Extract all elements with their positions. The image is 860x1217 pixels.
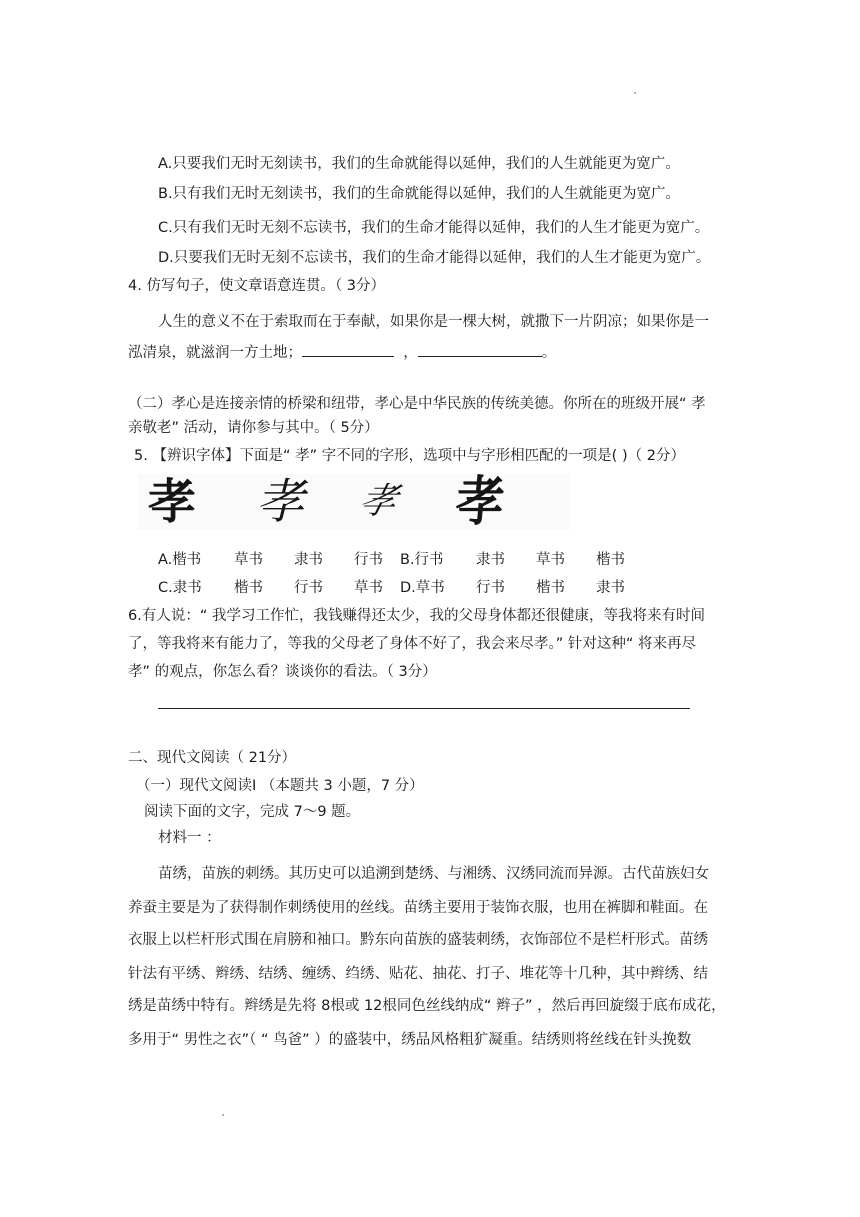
part2-heading: 二、现代文阅读（ 21分） <box>128 750 297 766</box>
glyph-1: 孝 <box>148 474 197 530</box>
material-label: 材料一 ： <box>158 830 221 846</box>
q5-option-b: B.行书 <box>400 552 444 568</box>
glyph-2: 孝 <box>256 474 305 530</box>
q5-cell: 草书 <box>536 552 565 568</box>
material-paragraph-line: 绣是苗绣中特有。辫绣是先将 8根或 12根同色丝线纳成“ 辫子” ，然后再回旋缀于底布成花， <box>128 998 726 1014</box>
scan-speck <box>222 1114 224 1116</box>
q5-cell: 草书 <box>354 580 383 596</box>
q5-cell: 楷书 <box>536 580 565 596</box>
q4-separator: ， <box>403 345 418 361</box>
q6-line2: 了，等我将来有能力了，等我的父母老了身体不好了，我会来尽孝。” 针对这种“ 将来再尽 <box>128 636 696 652</box>
q5-option-d: D.草书 <box>400 580 445 596</box>
part2-instruction: 阅读下面的文字，完成 7～9 题。 <box>144 804 361 820</box>
material-paragraph-line: 多用于“ 男性之衣”（ “ 鸟爸” ）的盛装中，绣品风格粗犷凝重。结绣则将丝线在针头挽数 <box>128 1032 692 1048</box>
q5-cell: 行书 <box>354 552 383 568</box>
q3-option-a: A.只要我们无时无刻读书，我们的生命就能得以延伸，我们的人生就能更为宽广。 <box>158 156 680 172</box>
glyph-3: 孝 <box>355 481 402 522</box>
q5-cell: 楷书 <box>596 552 625 568</box>
q4-prompt-line1: 人生的意义不在于索取而在于奉献，如果你是一棵大树，就撒下一片阴凉；如果你是一 <box>158 314 709 330</box>
q5-option-a: A.楷书 <box>158 552 202 568</box>
q3-option-d: D.只要我们无时无刻不忘读书，我们的生命才能得以延伸，我们的人生才能更为宽广。 <box>158 250 711 266</box>
material-paragraph-line: 养蚕主要是为了获得制作刺绣使用的丝线。苗绣主要用于装饰衣服，也用在裤脚和鞋面。在 <box>128 900 708 916</box>
section-two-intro-line2: 亲敬老” 活动，请你参与其中。（ 5分） <box>128 420 379 436</box>
q5-cell: 隶书 <box>294 552 323 568</box>
q6-answer-line[interactable] <box>158 708 690 709</box>
q5-cell: 行书 <box>294 580 323 596</box>
section-two-intro-line1: （二）孝心是连接亲情的桥梁和纽带，孝心是中华民族的传统美德。你所在的班级开展“ 孝 <box>128 396 706 412</box>
q5-cell: 草书 <box>234 552 263 568</box>
q4-prompt-prefix: 泓清泉，就滋润一方土地； <box>128 345 302 361</box>
material-paragraph-line: 衣服上以栏杆形式围在肩膀和袖口。黔东向苗族的盛装刺绣，衣饰部位不是栏杆形式。苗绣 <box>128 932 708 948</box>
q4-blank-2[interactable] <box>418 342 542 357</box>
q3-option-b: B.只有我们无时无刻读书，我们的生命就能得以延伸，我们的人生就能更为宽广。 <box>158 186 681 202</box>
q3-option-c: C.只有我们无时无刻不忘读书，我们的生命才能得以延伸，我们的人生才能更为宽广。 <box>158 220 710 236</box>
q6-line3: 孝” 的观点，你怎么看？谈谈你的看法。（ 3分） <box>128 664 437 680</box>
q5-cell: 隶书 <box>476 552 505 568</box>
q6-line1: 6.有人说：“ 我学习工作忙，我钱赚得还太少，我的父母身体都还很健康，等我将来有时间 <box>128 608 705 624</box>
calligraphy-glyph-strip <box>138 470 570 534</box>
q5-title: 5. 【辨识字体】下面是“ 孝” 字不同的字形，选项中与字形相匹配的一项是( )（ 2分） <box>134 448 685 464</box>
glyph-4: 孝 <box>453 470 507 534</box>
q5-cell: 行书 <box>476 580 505 596</box>
part2-subheading: （一）现代文阅读Ⅰ （本题共 3 小题，7 分） <box>136 778 424 794</box>
q5-cell: 楷书 <box>234 580 263 596</box>
q5-cell: 隶书 <box>596 580 625 596</box>
material-paragraph-line: 针法有平绣、辫绣、结绣、缠绣、绉绣、贴花、抽花、打子、堆花等十几种，其中辫绣、结 <box>128 966 708 982</box>
material-paragraph-line: 苗绣，苗族的刺绣。其历史可以追溯到楚绣、与湘绣、汉绣同流而异源。古代苗族妇女 <box>158 866 709 882</box>
q4-prompt-line2 <box>128 342 556 363</box>
q4-blank-1[interactable] <box>302 342 394 357</box>
q4-title: 4. 仿写句子，使文章语意连贯。（ 3分） <box>128 278 386 294</box>
q5-option-c: C.隶书 <box>158 580 202 596</box>
scan-speck <box>634 92 636 94</box>
q4-end-mark: 。 <box>541 345 557 361</box>
